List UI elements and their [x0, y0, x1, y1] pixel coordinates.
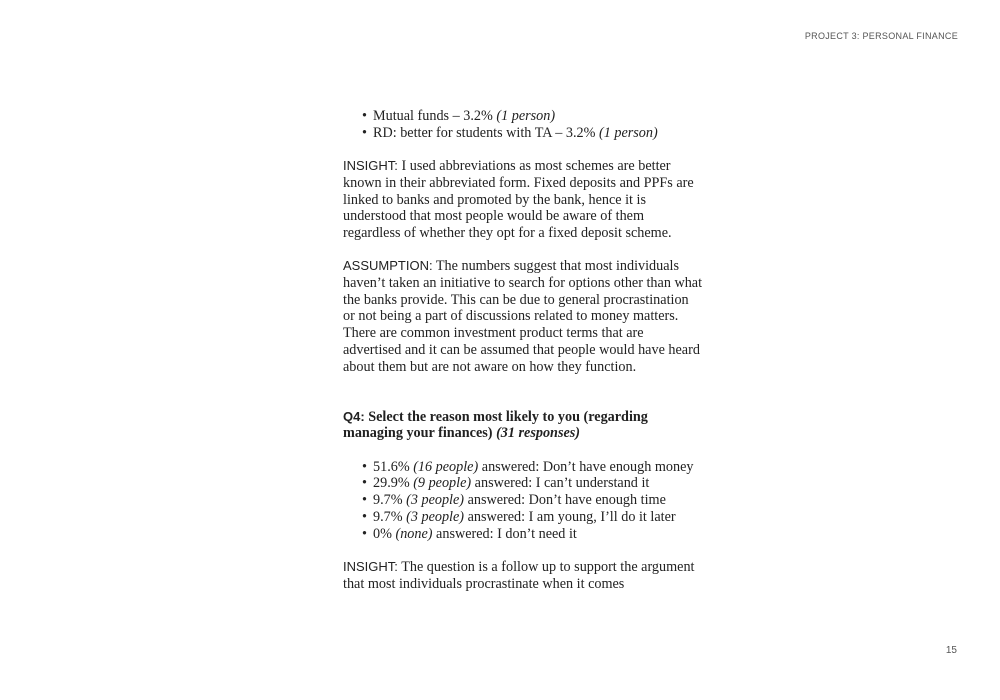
insight-paragraph: INSIGHT: I used abbreviations as most schemes are better known in their abbreviated form. Fixed deposits and PPFs are linked to banks and promoted by the bank, hence it is understood that most people would be aware of them regardless of whether they opt for a fixed deposit scheme. [343, 158, 694, 241]
investment-options-list [343, 108, 703, 141]
answer-item: • 51.6% (16 people) answered: Don’t have enough money [362, 459, 703, 476]
insight-paragraph-2: INSIGHT: The question is a follow up to support the argument that most individuals procrastinate when it comes [343, 558, 695, 592]
answer-item: • 0% (none) answered: I don’t need it [362, 526, 703, 543]
insight-label: INSIGHT: [343, 158, 398, 174]
assumption-paragraph: ASSUMPTION: The numbers suggest that most individuals haven’t taken an initiative to search for options other than what the banks provide. This can be due to general procrastination or not being a part of discussions related to money matters. There are common investment product terms that are advertised and it can be assumed that people would have heard about them but are not aware on how they function. [343, 258, 703, 375]
answer-item: • 9.7% (3 people) answered: Don’t have enough time [362, 492, 703, 509]
question-label: Q4: [343, 408, 365, 424]
response-count: (31 responses) [496, 425, 581, 442]
answer-item: • 29.9% (9 people) answered: I can’t understand it [362, 475, 703, 492]
assumption-label: ASSUMPTION: [343, 258, 433, 274]
answer-item: • 9.7% (3 people) answered: I am young, I’ll do it later [362, 509, 703, 526]
running-header: PROJECT 3: PERSONAL FINANCE [804, 31, 958, 41]
question-heading: Q4: Select the reason most likely to you (regarding managing your finances) (31 responses) [343, 408, 648, 442]
list-item: • RD: better for students with TA – 3.2% (1 person) [362, 125, 703, 142]
list-item: • Mutual funds – 3.2% (1 person) [362, 108, 703, 125]
page-number: 15 [945, 645, 957, 656]
insight-label: INSIGHT: [343, 558, 398, 574]
answers-list [343, 459, 703, 543]
page-content [343, 108, 703, 592]
